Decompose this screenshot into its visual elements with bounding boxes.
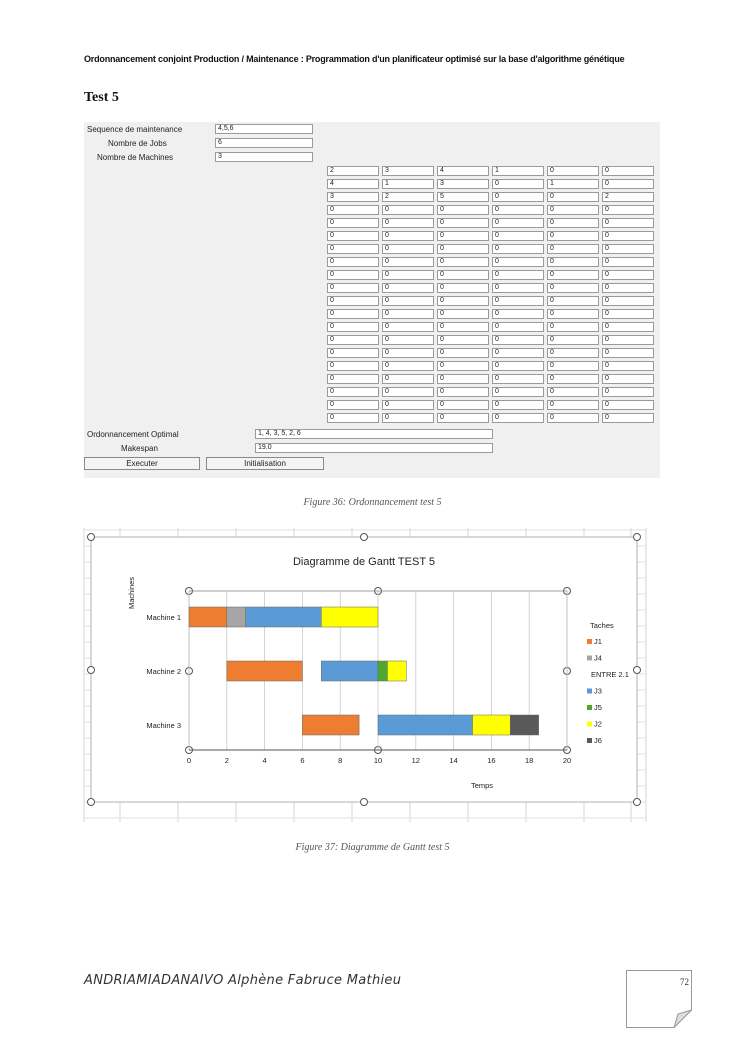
resize-handle[interactable]: [361, 534, 368, 541]
matrix-cell[interactable]: 0: [327, 283, 379, 293]
matrix-cell[interactable]: 0: [382, 400, 434, 410]
gantt-bar-j1: [189, 607, 227, 627]
matrix-cell[interactable]: 0: [382, 309, 434, 319]
matrix-cell[interactable]: 0: [382, 348, 434, 358]
matrix-cell[interactable]: 0: [382, 231, 434, 241]
matrix-cell[interactable]: 0: [602, 322, 654, 332]
legend-entry: J6: [594, 736, 602, 745]
matrix-cell[interactable]: 0: [382, 335, 434, 345]
matrix-cell[interactable]: 0: [547, 205, 599, 215]
matrix-cell[interactable]: 0: [327, 270, 379, 280]
matrix-cell[interactable]: 0: [382, 270, 434, 280]
x-tick-label: 16: [487, 756, 496, 765]
matrix-cell[interactable]: 0: [437, 244, 489, 254]
resize-handle[interactable]: [88, 534, 95, 541]
matrix-cell[interactable]: 0: [437, 335, 489, 345]
seq-input[interactable]: 4,5,6: [215, 124, 313, 134]
matrix-cell[interactable]: 1: [382, 179, 434, 189]
matrix-cell[interactable]: 0: [382, 387, 434, 397]
legend-entry: ENTRE 2.1: [591, 670, 629, 679]
matrix-cell[interactable]: 0: [382, 244, 434, 254]
gantt-bar-j3: [378, 715, 473, 735]
legend-entry: J5: [594, 703, 602, 712]
matrix-cell[interactable]: 0: [547, 348, 599, 358]
x-tick-label: 20: [562, 756, 572, 765]
matrix-cell[interactable]: 0: [437, 374, 489, 384]
matrix-cell[interactable]: 0: [492, 322, 544, 332]
matrix-cell[interactable]: 0: [602, 166, 654, 176]
matrix-cell[interactable]: 0: [492, 400, 544, 410]
matrix-cell[interactable]: 2: [382, 192, 434, 202]
resize-handle[interactable]: [634, 667, 641, 674]
matrix-cell[interactable]: 5: [437, 192, 489, 202]
resize-handle[interactable]: [634, 534, 641, 541]
legend-swatch: [587, 705, 592, 710]
matrix-cell[interactable]: 0: [547, 413, 599, 423]
matrix-cell[interactable]: 0: [547, 296, 599, 306]
matrix-cell[interactable]: 0: [327, 361, 379, 371]
matrix-cell[interactable]: 0: [492, 296, 544, 306]
matrix-cell[interactable]: 1: [547, 179, 599, 189]
matrix-cell[interactable]: 0: [382, 283, 434, 293]
opt-label: Ordonnancement Optimal: [87, 430, 179, 439]
matrix-cell[interactable]: 0: [547, 387, 599, 397]
resize-handle[interactable]: [634, 799, 641, 806]
matrix-cell[interactable]: 0: [492, 309, 544, 319]
matrix-cell[interactable]: 0: [547, 244, 599, 254]
makespan-label: Makespan: [121, 444, 158, 453]
matrix-cell[interactable]: 0: [492, 192, 544, 202]
matrix-cell[interactable]: 0: [437, 296, 489, 306]
machine-label: Machine 3: [146, 721, 181, 730]
matrix-cell[interactable]: 0: [327, 231, 379, 241]
matrix-cell[interactable]: 2: [602, 192, 654, 202]
matrix-cell[interactable]: 2: [327, 166, 379, 176]
matrix-cell[interactable]: 0: [547, 374, 599, 384]
matrix-cell[interactable]: 0: [327, 387, 379, 397]
matrix-cell[interactable]: 0: [492, 179, 544, 189]
page-number: 72: [680, 977, 689, 987]
matrix-cell[interactable]: 0: [327, 348, 379, 358]
execute-button[interactable]: Executer: [84, 457, 200, 470]
legend-swatch: [587, 689, 592, 694]
resize-handle[interactable]: [88, 667, 95, 674]
matrix-cell[interactable]: 0: [382, 205, 434, 215]
resize-handle[interactable]: [88, 799, 95, 806]
matrix-cell[interactable]: 1: [492, 166, 544, 176]
matrix-cell[interactable]: 4: [437, 166, 489, 176]
matrix-cell[interactable]: 0: [327, 309, 379, 319]
matrix-cell[interactable]: 0: [547, 270, 599, 280]
matrix-cell[interactable]: 0: [547, 322, 599, 332]
matrix-cell[interactable]: 0: [327, 257, 379, 267]
gantt-bar-j4: [227, 607, 246, 627]
matrix-cell[interactable]: 0: [547, 361, 599, 371]
matrix-cell[interactable]: 0: [602, 374, 654, 384]
matrix-cell[interactable]: 0: [382, 322, 434, 332]
matrix-cell[interactable]: 0: [327, 400, 379, 410]
gantt-bar-j1: [227, 661, 303, 681]
matrix-cell[interactable]: 0: [547, 166, 599, 176]
matrix-cell[interactable]: 0: [327, 244, 379, 254]
matrix-cell[interactable]: 0: [492, 244, 544, 254]
legend-entry: J2: [594, 719, 602, 729]
x-tick-label: 12: [411, 756, 420, 765]
x-tick-label: 6: [300, 756, 305, 765]
matrix-cell[interactable]: 0: [492, 361, 544, 371]
matrix-cell[interactable]: 0: [602, 231, 654, 241]
matrix-cell[interactable]: 0: [382, 361, 434, 371]
matrix-cell[interactable]: 0: [437, 309, 489, 319]
matrix-cell[interactable]: 0: [492, 257, 544, 267]
gantt-bar-j1: [302, 715, 359, 735]
matrix-cell[interactable]: 0: [492, 205, 544, 215]
x-tick-label: 10: [373, 756, 383, 765]
matrix-cell[interactable]: 0: [602, 296, 654, 306]
matrix-cell[interactable]: 0: [602, 413, 654, 423]
matrix-cell[interactable]: 0: [492, 270, 544, 280]
init-button[interactable]: Initialisation: [206, 457, 324, 470]
x-tick-label: 14: [449, 756, 458, 765]
legend-swatch: [587, 722, 592, 727]
matrix-cell[interactable]: 0: [602, 270, 654, 280]
figure-37-caption: Figure 37: Diagramme de Gantt test 5: [295, 842, 450, 853]
legend-entry: J1: [594, 637, 602, 646]
footer-author: ANDRIAMIADANAIVO Alphène Fabruce Mathieu: [84, 973, 402, 988]
matrix-cell[interactable]: 0: [602, 400, 654, 410]
matrix-cell[interactable]: 0: [602, 361, 654, 371]
legend-swatch: [587, 656, 592, 661]
gantt-chart: [0, 520, 745, 830]
section-title: Test 5: [84, 90, 119, 105]
matrix-cell[interactable]: 0: [382, 257, 434, 267]
chart-title: Diagramme de Gantt TEST 5: [292, 556, 436, 568]
jobs-label: Nombre de Jobs: [108, 139, 167, 148]
matrix-cell[interactable]: 0: [602, 348, 654, 358]
matrix-cell[interactable]: 0: [437, 387, 489, 397]
matrix-cell[interactable]: 0: [327, 335, 379, 345]
matrix-cell[interactable]: 0: [437, 348, 489, 358]
legend-entry: J3: [594, 686, 602, 696]
matrix-cell[interactable]: 0: [437, 257, 489, 267]
seq-label: Sequence de maintenance: [87, 125, 183, 134]
matrix-cell[interactable]: 0: [547, 257, 599, 267]
chart-y-axis-label: Machines: [127, 576, 136, 610]
matrix-cell[interactable]: 0: [437, 413, 489, 423]
matrix-cell[interactable]: 3: [327, 192, 379, 202]
chart-x-axis-label: Temps: [470, 781, 494, 790]
matrix-cell[interactable]: 0: [382, 218, 434, 228]
matrix-cell[interactable]: 0: [327, 296, 379, 306]
gantt-bar-j2: [321, 607, 378, 627]
legend-title: Taches: [590, 621, 614, 630]
matrix-cell[interactable]: 0: [492, 218, 544, 228]
matrix-cell[interactable]: 0: [492, 387, 544, 397]
matrix-cell[interactable]: 0: [437, 218, 489, 228]
matrix-cell[interactable]: 0: [437, 322, 489, 332]
matrix-cell[interactable]: 0: [492, 374, 544, 384]
matrix-cell[interactable]: 0: [547, 283, 599, 293]
matrix-cell[interactable]: 0: [327, 413, 379, 423]
matrix-cell[interactable]: 0: [382, 413, 434, 423]
gantt-bar-j5: [378, 661, 387, 681]
matrix-cell[interactable]: 0: [492, 413, 544, 423]
matrix-cell[interactable]: 0: [602, 218, 654, 228]
matrix-cell[interactable]: 3: [437, 179, 489, 189]
matrix-cell[interactable]: 0: [602, 244, 654, 254]
x-tick-label: 18: [525, 756, 534, 765]
x-tick-label: 8: [338, 756, 343, 765]
matrix-cell[interactable]: 0: [547, 231, 599, 241]
matrix-cell[interactable]: 0: [602, 205, 654, 215]
matrix-cell[interactable]: 0: [437, 283, 489, 293]
matrix-cell[interactable]: 0: [382, 296, 434, 306]
x-tick-label: 0: [186, 756, 192, 765]
matrix-cell[interactable]: 0: [492, 283, 544, 293]
matrix-cell[interactable]: 0: [547, 400, 599, 410]
document-header: Ordonnancement conjoint Production / Maintenance : Programmation d'un planificateur optimisé sur la base d'algorithme génétique: [84, 54, 625, 64]
x-tick-label: 4: [262, 756, 267, 765]
machines-label: Nombre de Machines: [97, 153, 174, 162]
matrix-cell[interactable]: 0: [327, 374, 379, 384]
matrix-cell[interactable]: 0: [437, 361, 489, 371]
gantt-bar-j2: [387, 661, 406, 681]
machines-input[interactable]: 3: [215, 152, 313, 162]
matrix-cell[interactable]: 0: [327, 218, 379, 228]
matrix-cell[interactable]: 0: [547, 192, 599, 202]
matrix-cell[interactable]: 0: [602, 179, 654, 189]
matrix-cell[interactable]: 0: [602, 283, 654, 293]
matrix-cell[interactable]: 0: [327, 322, 379, 332]
matrix-cell[interactable]: 0: [547, 309, 599, 319]
gantt-bar-j3: [246, 607, 322, 627]
legend-swatch: [587, 738, 592, 743]
matrix-cell[interactable]: 0: [602, 257, 654, 267]
machine-label: Machine 2: [146, 667, 181, 676]
legend-entry: J4: [594, 653, 602, 663]
matrix-cell[interactable]: 4: [327, 179, 379, 189]
opt-output[interactable]: 1, 4, 3, 5, 2, 6: [255, 429, 493, 439]
matrix-cell[interactable]: 3: [382, 166, 434, 176]
resize-handle[interactable]: [361, 799, 368, 806]
matrix-cell[interactable]: 0: [437, 270, 489, 280]
gantt-bar-j3: [321, 661, 378, 681]
matrix-cell[interactable]: 0: [437, 400, 489, 410]
matrix-cell[interactable]: 0: [437, 231, 489, 241]
gantt-bar-j2: [473, 715, 511, 735]
matrix-cell[interactable]: 0: [602, 387, 654, 397]
matrix-cell[interactable]: 0: [327, 205, 379, 215]
makespan-output[interactable]: 19.0: [255, 443, 493, 453]
x-tick-label: 2: [224, 756, 229, 765]
jobs-input[interactable]: 6: [215, 138, 313, 148]
matrix-cell[interactable]: 0: [492, 348, 544, 358]
figure-36-caption: Figure 36: Ordonnancement test 5: [303, 497, 442, 508]
matrix-cell[interactable]: 0: [547, 218, 599, 228]
gantt-bar-j6: [510, 715, 538, 735]
machine-label: Machine 1: [146, 613, 181, 622]
matrix-cell[interactable]: 0: [602, 335, 654, 345]
legend-swatch: [587, 639, 592, 644]
matrix-cell[interactable]: 0: [382, 374, 434, 384]
matrix-cell[interactable]: 0: [437, 205, 489, 215]
matrix-cell[interactable]: 0: [547, 335, 599, 345]
matrix-cell[interactable]: 0: [492, 335, 544, 345]
matrix-cell[interactable]: 0: [602, 309, 654, 319]
matrix-cell[interactable]: 0: [492, 231, 544, 241]
